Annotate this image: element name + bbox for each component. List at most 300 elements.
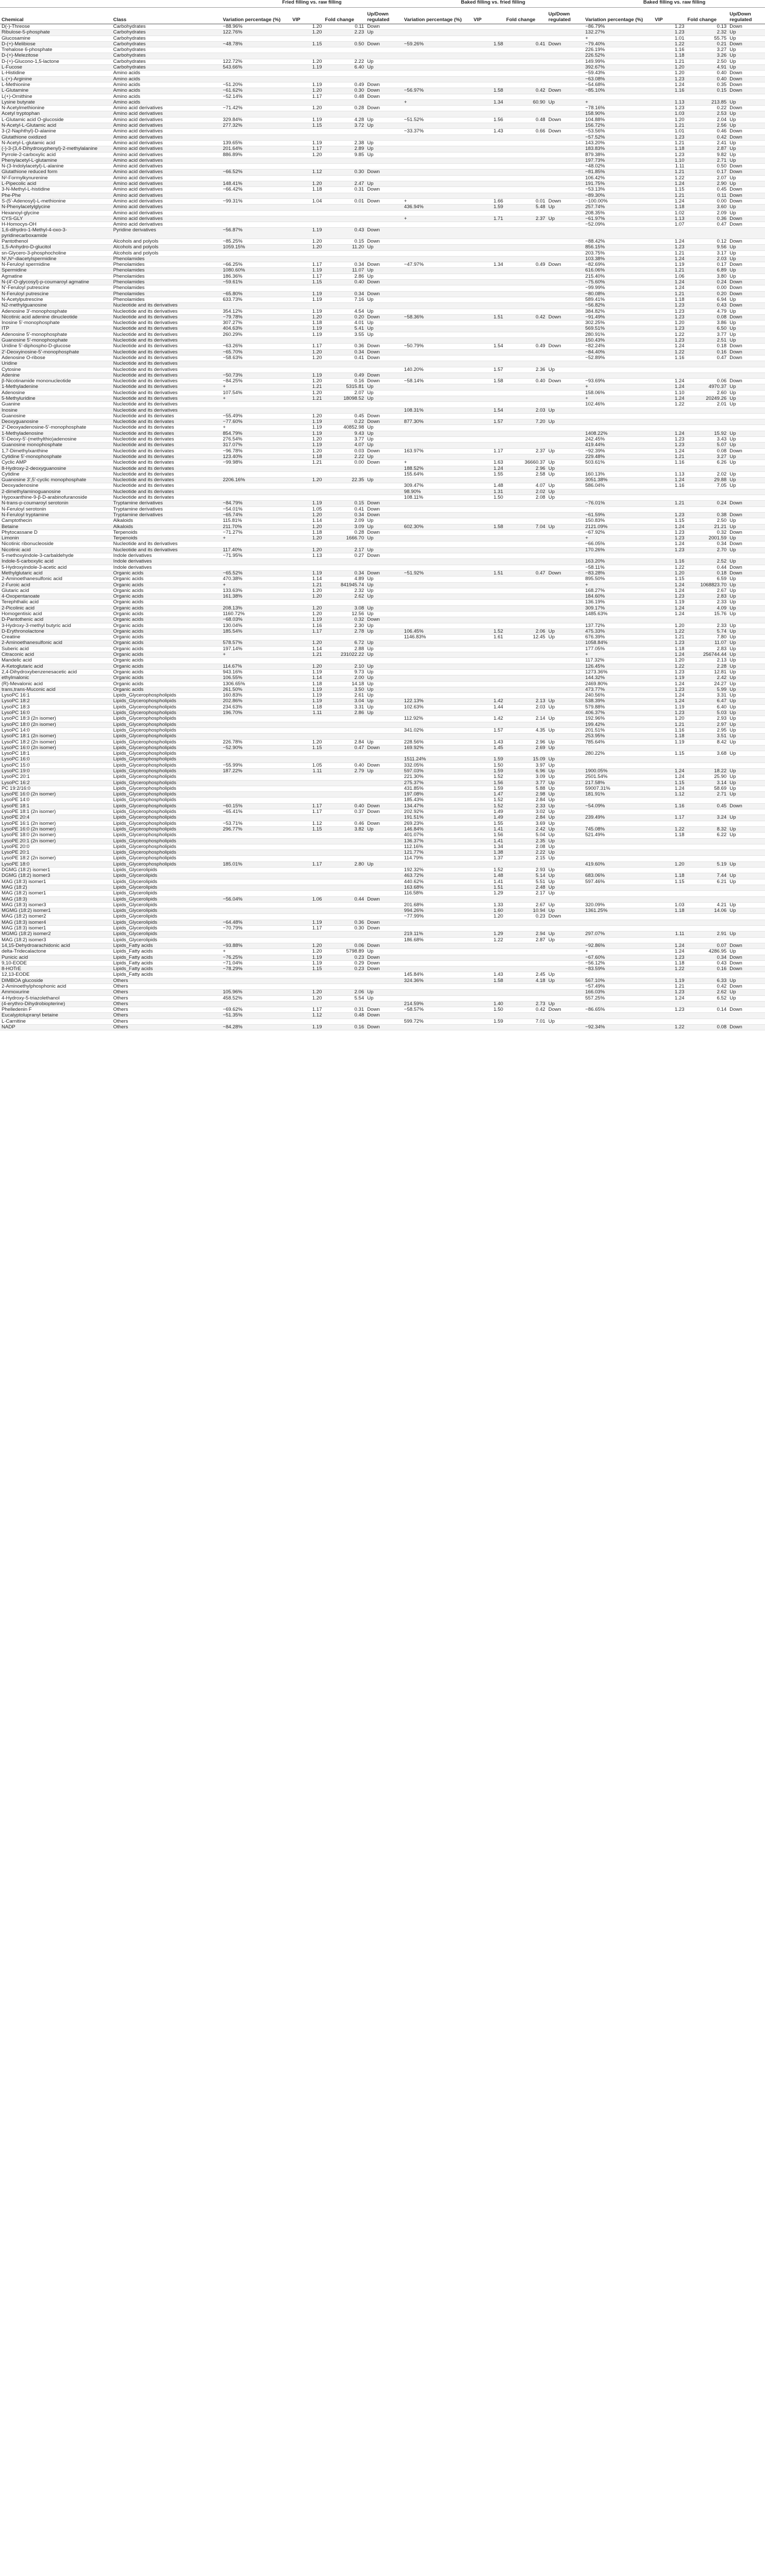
table-cell bbox=[472, 995, 505, 1001]
chemical-name: LysoPE 16:0 (2n isomer) bbox=[0, 826, 112, 832]
table-cell bbox=[472, 111, 505, 117]
chemical-name: 3-Hydroxy-3-methyl butyric acid bbox=[0, 623, 112, 629]
table-cell: 0.34 bbox=[323, 291, 365, 297]
table-cell bbox=[472, 443, 505, 448]
table-cell: 1.20 bbox=[291, 547, 323, 553]
table-cell bbox=[505, 123, 547, 129]
chemical-name: L-Carnitine bbox=[0, 1019, 112, 1024]
table-cell: 6.50 bbox=[686, 326, 728, 332]
table-cell: 597.03% bbox=[403, 769, 472, 774]
table-cell: 1.23 bbox=[653, 24, 686, 30]
table-cell: 276.54% bbox=[221, 437, 291, 443]
table-cell: 114.79% bbox=[403, 856, 472, 861]
chemical-class: Lipids_Glycerophospholipids bbox=[112, 762, 222, 768]
chemical-name: β-Nicotinamide mononucleotide bbox=[0, 379, 112, 384]
table-cell: 1.24 bbox=[653, 681, 686, 687]
table-cell: −79.78% bbox=[221, 314, 291, 320]
table-cell: 1.21 bbox=[653, 123, 686, 129]
chemical-name: Hypoxanthine-9-β-D-arabinofuranoside bbox=[0, 495, 112, 501]
table-cell: 1.24 bbox=[653, 786, 686, 791]
table-cell: 115.81% bbox=[221, 518, 291, 524]
table-cell: 2.84 bbox=[505, 798, 547, 803]
table-cell bbox=[584, 838, 653, 844]
table-cell: Up bbox=[547, 873, 584, 879]
table-cell: Up bbox=[365, 669, 403, 675]
table-cell: 1.11 bbox=[653, 931, 686, 937]
table-cell: Down bbox=[365, 372, 403, 378]
table-cell: 2.93 bbox=[686, 716, 728, 722]
table-cell: 106.42% bbox=[584, 175, 653, 181]
table-cell: 0.45 bbox=[323, 413, 365, 419]
chemical-class: Amino acids bbox=[112, 82, 222, 88]
table-cell: 2.87 bbox=[686, 146, 728, 152]
chemical-class: Phenolamides bbox=[112, 262, 222, 268]
chemical-class: Nucleotide and its derivatives bbox=[112, 314, 222, 320]
table-cell: Up bbox=[365, 664, 403, 669]
table-cell bbox=[221, 99, 291, 105]
table-cell: 1.23 bbox=[653, 106, 686, 111]
table-cell bbox=[472, 24, 505, 30]
table-cell bbox=[323, 1001, 365, 1007]
table-cell bbox=[365, 559, 403, 565]
chemical-name: 5-Hydroxyindole-3-acetic acid bbox=[0, 565, 112, 570]
table-cell bbox=[584, 762, 653, 768]
table-cell bbox=[653, 495, 686, 501]
table-cell bbox=[291, 833, 323, 838]
table-cell bbox=[547, 541, 584, 547]
table-cell bbox=[323, 205, 365, 210]
table-cell: Up bbox=[728, 117, 765, 123]
table-cell bbox=[323, 600, 365, 605]
table-cell bbox=[472, 71, 505, 76]
table-cell: 1.04 bbox=[291, 198, 323, 204]
table-cell: 0.41 bbox=[505, 41, 547, 47]
table-cell: 1.16 bbox=[653, 355, 686, 361]
table-cell: 1.19 bbox=[653, 978, 686, 984]
table-cell bbox=[505, 111, 547, 117]
table-cell: 1666.70 bbox=[323, 536, 365, 541]
table-cell bbox=[365, 361, 403, 367]
table-cell: 0.41 bbox=[323, 355, 365, 361]
table-cell: 59007.31% bbox=[584, 786, 653, 791]
table-cell bbox=[728, 425, 765, 431]
chemical-class: Lipids_Glycerophospholipids bbox=[112, 803, 222, 809]
table-cell: 0.40 bbox=[323, 280, 365, 285]
table-cell bbox=[221, 914, 291, 920]
table-cell: 2.83 bbox=[686, 594, 728, 600]
table-cell bbox=[728, 228, 765, 239]
table-cell: 1.59 bbox=[472, 769, 505, 774]
table-cell bbox=[323, 53, 365, 59]
table-cell: Down bbox=[547, 314, 584, 320]
table-cell bbox=[323, 303, 365, 309]
table-cell bbox=[505, 960, 547, 966]
table-cell: 197.14% bbox=[221, 646, 291, 652]
table-cell: −82.69% bbox=[584, 262, 653, 268]
table-cell bbox=[323, 471, 365, 477]
table-row bbox=[0, 920, 765, 925]
chemical-name: D-(+)-Melibiose bbox=[0, 41, 112, 47]
table-cell bbox=[365, 635, 403, 640]
table-cell bbox=[472, 361, 505, 367]
table-cell: 256744.44 bbox=[686, 652, 728, 658]
table-row bbox=[0, 454, 765, 460]
table-cell: 228.56% bbox=[403, 739, 472, 745]
table-cell bbox=[505, 164, 547, 170]
table-cell bbox=[472, 722, 505, 727]
table-cell bbox=[505, 559, 547, 565]
table-cell: Down bbox=[365, 24, 403, 30]
table-cell: 4286.95 bbox=[686, 949, 728, 955]
table-cell: 1.20 bbox=[291, 413, 323, 419]
table-cell: 879.38% bbox=[584, 152, 653, 158]
table-cell: 1.07 bbox=[653, 222, 686, 228]
chemical-name: N'-Feruloyl putrescine bbox=[0, 285, 112, 291]
table-cell: 1.14 bbox=[291, 675, 323, 681]
table-cell: −65.74% bbox=[221, 512, 291, 518]
table-cell: Up bbox=[365, 582, 403, 588]
table-cell: 2.06 bbox=[505, 629, 547, 634]
table-cell bbox=[505, 594, 547, 600]
table-cell bbox=[365, 850, 403, 856]
chemical-name: DGMG (18:2) isomer3 bbox=[0, 873, 112, 879]
table-cell: Up bbox=[728, 338, 765, 344]
table-cell bbox=[547, 140, 584, 146]
table-cell bbox=[472, 402, 505, 408]
table-cell bbox=[403, 106, 472, 111]
table-cell: Down bbox=[728, 960, 765, 966]
table-cell: 1.15 bbox=[291, 41, 323, 47]
table-cell: Up bbox=[728, 594, 765, 600]
table-cell: Down bbox=[547, 914, 584, 920]
table-cell: 156.72% bbox=[584, 123, 653, 129]
table-cell: 1.22 bbox=[653, 349, 686, 355]
table-cell bbox=[221, 786, 291, 791]
table-cell: 1.20 bbox=[291, 379, 323, 384]
table-cell bbox=[291, 205, 323, 210]
table-cell: Up bbox=[728, 739, 765, 745]
table-row bbox=[0, 972, 765, 978]
table-cell bbox=[547, 431, 584, 436]
table-cell: 1.23 bbox=[653, 990, 686, 995]
table-cell: −88.42% bbox=[584, 239, 653, 244]
table-cell: 1.22 bbox=[472, 937, 505, 943]
chemical-class: Lipids_Glycerophospholipids bbox=[112, 833, 222, 838]
table-cell: Up bbox=[547, 762, 584, 768]
table-cell: 1.23 bbox=[653, 687, 686, 692]
table-cell: 2.71 bbox=[686, 792, 728, 798]
table-cell bbox=[403, 565, 472, 570]
table-cell: 0.40 bbox=[686, 76, 728, 82]
chemical-name: PC 19:2/16:0 bbox=[0, 786, 112, 791]
table-cell: Up bbox=[365, 274, 403, 279]
table-cell: 1.23 bbox=[653, 326, 686, 332]
table-row bbox=[0, 297, 765, 302]
chemical-class: Amino acid derivatives bbox=[112, 187, 222, 193]
table-cell: 1.16 bbox=[653, 559, 686, 565]
table-cell: Up bbox=[547, 460, 584, 466]
table-cell: 257.74% bbox=[584, 205, 653, 210]
table-cell: + bbox=[584, 384, 653, 390]
table-cell: 3.31 bbox=[686, 693, 728, 699]
table-cell bbox=[403, 338, 472, 344]
table-cell bbox=[472, 291, 505, 297]
table-cell bbox=[365, 250, 403, 256]
table-cell: Up bbox=[547, 902, 584, 908]
table-cell bbox=[403, 36, 472, 41]
table-cell bbox=[686, 617, 728, 623]
table-cell: 0.43 bbox=[323, 228, 365, 239]
table-cell: 58.69 bbox=[686, 786, 728, 791]
chemical-class: Nucleotide and its derivatives bbox=[112, 541, 222, 547]
table-cell: 1.52 bbox=[472, 803, 505, 809]
table-cell bbox=[221, 868, 291, 873]
table-cell bbox=[323, 815, 365, 821]
table-row bbox=[0, 868, 765, 873]
table-cell: Up bbox=[728, 635, 765, 640]
table-cell bbox=[547, 687, 584, 692]
table-cell: 1.03 bbox=[653, 902, 686, 908]
table-cell: 1.43 bbox=[472, 129, 505, 134]
table-cell: 1.24 bbox=[653, 239, 686, 244]
table-cell bbox=[505, 24, 547, 30]
table-cell bbox=[728, 809, 765, 815]
table-cell: Up bbox=[728, 36, 765, 41]
table-row bbox=[0, 332, 765, 337]
table-row bbox=[0, 320, 765, 326]
table-cell bbox=[221, 541, 291, 547]
table-cell: 15.09 bbox=[505, 757, 547, 762]
table-cell bbox=[472, 413, 505, 419]
table-cell: 2.96 bbox=[505, 466, 547, 471]
table-cell: 0.31 bbox=[323, 187, 365, 193]
table-cell bbox=[584, 885, 653, 890]
table-cell: 2.06 bbox=[323, 990, 365, 995]
table-cell: −33.37% bbox=[403, 129, 472, 134]
chemical-class: Phenolamides bbox=[112, 297, 222, 302]
table-cell: 1.22 bbox=[653, 41, 686, 47]
table-cell bbox=[221, 1019, 291, 1024]
table-cell bbox=[472, 984, 505, 989]
chemical-name: Terephthalic acid bbox=[0, 600, 112, 605]
chemical-name: L-Fucose bbox=[0, 65, 112, 71]
table-cell bbox=[653, 914, 686, 920]
table-row bbox=[0, 605, 765, 611]
table-cell bbox=[291, 722, 323, 727]
table-cell bbox=[728, 850, 765, 856]
chemical-name: 4-Oxopentanoate bbox=[0, 594, 112, 600]
chemical-class: Lipids_Glycerolipids bbox=[112, 879, 222, 885]
table-cell: 1.19 bbox=[653, 704, 686, 710]
table-row bbox=[0, 146, 765, 152]
table-cell: −80.08% bbox=[584, 291, 653, 297]
table-cell: Down bbox=[728, 164, 765, 170]
table-cell bbox=[686, 844, 728, 850]
chemical-class: Nucleotide and its derivates bbox=[112, 471, 222, 477]
chemical-name: L(+)-Ornithine bbox=[0, 94, 112, 99]
chemical-name: 2-Picolinic acid bbox=[0, 605, 112, 611]
table-cell: 1.24 bbox=[653, 344, 686, 349]
table-cell bbox=[403, 600, 472, 605]
table-cell bbox=[505, 134, 547, 140]
table-cell bbox=[472, 140, 505, 146]
table-cell: 3.80 bbox=[686, 274, 728, 279]
table-cell: 1.71 bbox=[472, 216, 505, 222]
table-cell: 1.61 bbox=[472, 635, 505, 640]
table-cell bbox=[323, 338, 365, 344]
table-cell: 1.19 bbox=[291, 291, 323, 297]
table-cell: 2.00 bbox=[323, 675, 365, 681]
table-cell: 1080.60% bbox=[221, 268, 291, 274]
chemical-name: DGMG (18:2) isomer1 bbox=[0, 868, 112, 873]
table-cell bbox=[505, 1013, 547, 1019]
table-cell: 1.50 bbox=[472, 1007, 505, 1013]
table-cell: Down bbox=[728, 82, 765, 88]
table-cell bbox=[547, 228, 584, 239]
chemical-class: Terpenoids bbox=[112, 536, 222, 541]
table-cell: Up bbox=[728, 833, 765, 838]
chemical-name: LysoPC 19:0 bbox=[0, 769, 112, 774]
table-cell: 1.24 bbox=[653, 541, 686, 547]
table-cell: 1.19 bbox=[653, 675, 686, 681]
table-cell: 9.43 bbox=[323, 431, 365, 436]
table-cell bbox=[505, 59, 547, 64]
table-cell: Down bbox=[728, 291, 765, 297]
chemical-name: LysoPE 20:1 bbox=[0, 850, 112, 856]
table-cell bbox=[728, 885, 765, 890]
table-cell: 197.73% bbox=[584, 158, 653, 163]
table-row bbox=[0, 372, 765, 378]
table-row bbox=[0, 739, 765, 745]
table-cell bbox=[365, 471, 403, 477]
table-cell: Down bbox=[728, 448, 765, 454]
table-cell: 3.24 bbox=[686, 815, 728, 821]
table-cell: −52.14% bbox=[221, 94, 291, 99]
table-cell bbox=[653, 885, 686, 890]
table-cell: Up bbox=[728, 309, 765, 314]
chemical-name: 3-(2-Naphthyl)-D-alanine bbox=[0, 129, 112, 134]
table-cell bbox=[365, 815, 403, 821]
table-cell: 1.21 bbox=[291, 396, 323, 402]
chemical-name: MAG (18:3) isomer1 bbox=[0, 879, 112, 885]
table-cell: 18.22 bbox=[686, 769, 728, 774]
chemical-class: Pyridine derivatives bbox=[112, 228, 222, 239]
table-cell: −56.12% bbox=[584, 960, 653, 966]
table-cell: Up bbox=[547, 815, 584, 821]
table-cell: 2001.59 bbox=[686, 536, 728, 541]
table-cell: 0.36 bbox=[686, 216, 728, 222]
table-cell: 3.31 bbox=[323, 704, 365, 710]
chemical-name: LysoPC 18:3 bbox=[0, 704, 112, 710]
chemical-name: N-trans-p-coumaroyl serotonin bbox=[0, 501, 112, 506]
table-cell: 1.16 bbox=[653, 803, 686, 809]
table-cell bbox=[403, 123, 472, 129]
table-cell: 15.76 bbox=[686, 611, 728, 617]
table-cell: Up bbox=[365, 390, 403, 396]
chemical-name: D-(+)-Melezitose bbox=[0, 53, 112, 59]
table-cell: 0.20 bbox=[323, 314, 365, 320]
table-cell bbox=[403, 222, 472, 228]
table-cell bbox=[547, 372, 584, 378]
chemical-class: Indole derivatives bbox=[112, 553, 222, 559]
table-cell: 354.12% bbox=[221, 309, 291, 314]
table-cell bbox=[472, 541, 505, 547]
table-cell: 0.42 bbox=[505, 88, 547, 94]
table-cell: 0.18 bbox=[686, 570, 728, 576]
table-cell: 436.94% bbox=[403, 205, 472, 210]
table-cell bbox=[323, 868, 365, 873]
table-cell bbox=[365, 885, 403, 890]
table-cell: −92.39% bbox=[584, 448, 653, 454]
table-cell: 1.57 bbox=[472, 727, 505, 733]
table-cell: 0.40 bbox=[323, 803, 365, 809]
table-cell bbox=[323, 838, 365, 844]
table-cell: −61.59% bbox=[584, 512, 653, 518]
table-cell bbox=[323, 559, 365, 565]
column-header: Variation percentage (%) bbox=[221, 8, 291, 24]
table-row bbox=[0, 82, 765, 88]
chemical-name: Limonin bbox=[0, 536, 112, 541]
table-cell: 1.21 bbox=[653, 501, 686, 506]
chemical-class: Lipids_Glycerophospholipids bbox=[112, 774, 222, 780]
table-cell: 1.20 bbox=[291, 995, 323, 1001]
table-cell: 1.23 bbox=[653, 303, 686, 309]
table-cell: Up bbox=[365, 518, 403, 524]
chemical-name: LysoPE 18:2 (2n isomer) bbox=[0, 856, 112, 861]
table-cell bbox=[686, 489, 728, 495]
table-cell: 317.07% bbox=[221, 443, 291, 448]
table-cell bbox=[547, 59, 584, 64]
chemical-name: Phenylacetyl-L-glutamine bbox=[0, 158, 112, 163]
table-cell bbox=[505, 53, 547, 59]
table-cell: 557.25% bbox=[584, 995, 653, 1001]
table-cell: −66.25% bbox=[221, 262, 291, 268]
table-cell bbox=[323, 879, 365, 885]
table-cell: 1.20 bbox=[291, 478, 323, 483]
table-cell bbox=[365, 751, 403, 757]
table-cell bbox=[365, 338, 403, 344]
table-cell bbox=[653, 372, 686, 378]
table-row bbox=[0, 47, 765, 53]
table-cell bbox=[505, 65, 547, 71]
table-row bbox=[0, 36, 765, 41]
table-row bbox=[0, 291, 765, 297]
table-cell: 133.63% bbox=[221, 588, 291, 594]
table-cell: 1.24 bbox=[653, 943, 686, 948]
table-cell bbox=[403, 681, 472, 687]
table-cell: 1.24 bbox=[653, 285, 686, 291]
table-cell: 1.13 bbox=[653, 99, 686, 105]
table-cell: 2.32 bbox=[686, 30, 728, 36]
table-cell bbox=[221, 844, 291, 850]
table-cell: 0.44 bbox=[686, 565, 728, 570]
table-cell: Up bbox=[547, 216, 584, 222]
table-cell: −54.09% bbox=[584, 803, 653, 809]
chemical-class: Others bbox=[112, 1019, 222, 1024]
table-cell bbox=[547, 658, 584, 664]
chemical-class: Alcohols and polyols bbox=[112, 250, 222, 256]
table-cell bbox=[505, 285, 547, 291]
table-cell: 3.77 bbox=[323, 437, 365, 443]
table-cell bbox=[403, 454, 472, 460]
table-cell bbox=[472, 123, 505, 129]
table-cell bbox=[653, 937, 686, 943]
table-cell: 1.51 bbox=[472, 885, 505, 890]
table-cell bbox=[505, 710, 547, 716]
table-cell: + bbox=[403, 460, 472, 466]
table-cell: 1.12 bbox=[291, 170, 323, 175]
table-row bbox=[0, 734, 765, 739]
